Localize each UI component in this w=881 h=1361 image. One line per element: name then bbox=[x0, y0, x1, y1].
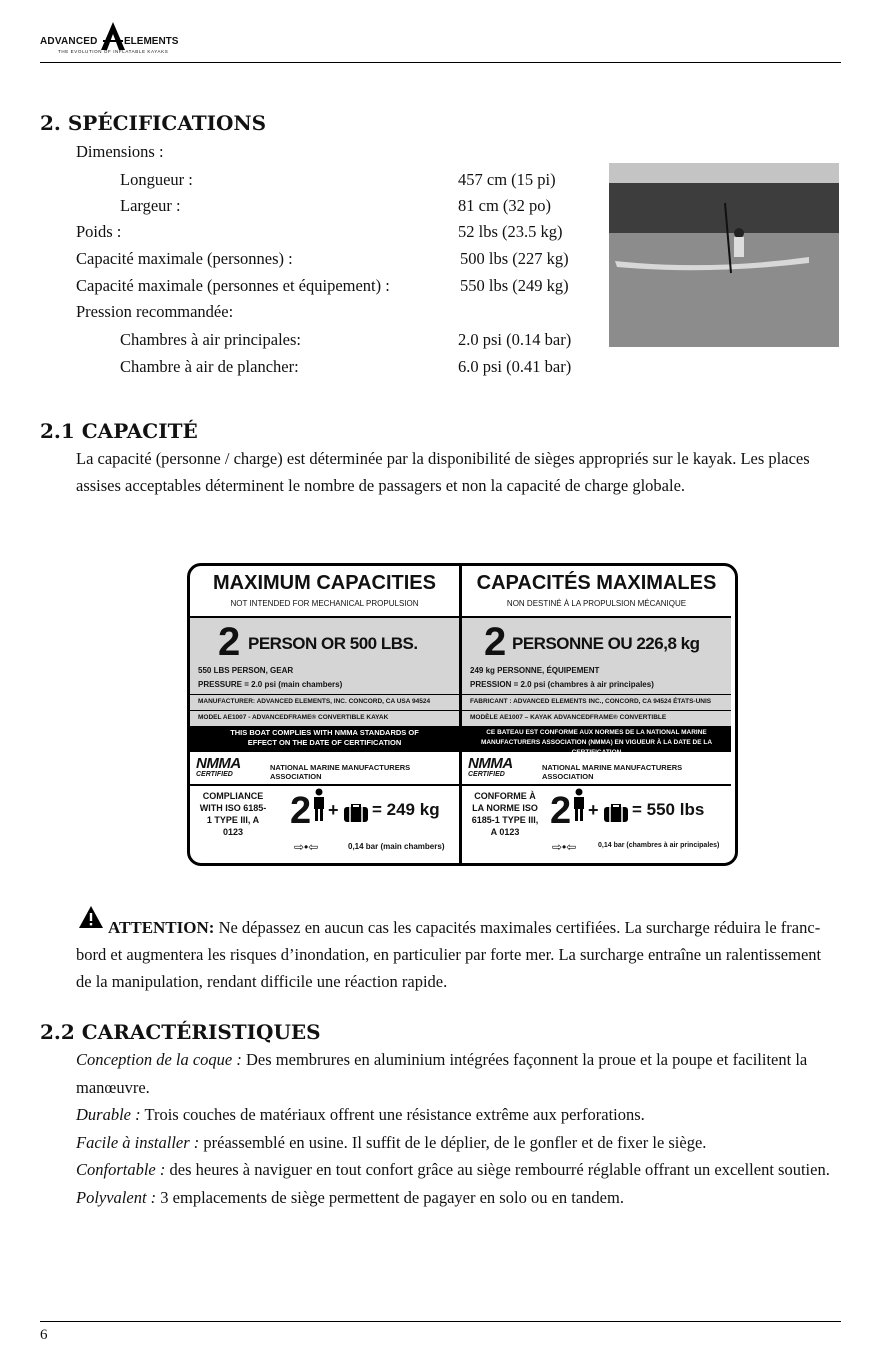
spec-dimensions-label: Dimensions : bbox=[76, 142, 164, 161]
feature-term: Polyvalent : bbox=[76, 1187, 157, 1207]
capacity-text: La capacité (personne / charge) est déterminée par la disponibilité de sièges appropriés sur le kayak. Les places assises acceptables déterminent le nombre de passagers et non la capacité de charge globale. bbox=[76, 449, 810, 495]
feature-text: 3 emplacements de siège permettent de pagayer en solo ou en tandem. bbox=[156, 1187, 624, 1207]
plate-flow: 0,14 bar (chambres à air principales) bbox=[598, 842, 720, 849]
kayak-photo bbox=[609, 163, 839, 347]
nmma-name: NATIONAL MARINE MANUFACTURERS ASSOCIATION bbox=[270, 763, 411, 781]
feature-text: Des membrures en aluminium intégrées façonnent la proue et la poupe et facilitent la manœuvre. bbox=[76, 1050, 808, 1097]
plus-icon: + bbox=[328, 800, 339, 820]
plate-equation-number: 2 bbox=[550, 790, 572, 832]
plate-big-number: 2 bbox=[484, 620, 507, 664]
plate-title: MAXIMUM CAPACITIES bbox=[213, 572, 436, 594]
plus-icon: + bbox=[588, 800, 599, 820]
spec-label: Poids : bbox=[76, 222, 122, 241]
plate-divider bbox=[462, 694, 731, 695]
feature-item bbox=[76, 1184, 836, 1212]
warning-paragraph bbox=[76, 914, 836, 995]
feature-text: des heures à naviguer en tout confort grâce au siège rembourré réglable offrant un excellent soutien. bbox=[165, 1160, 830, 1179]
plate-divider bbox=[190, 710, 459, 711]
plate-flow: 0,14 bar (main chambers) bbox=[348, 842, 445, 851]
plate-lower bbox=[462, 784, 731, 865]
page-number: 6 bbox=[40, 1327, 48, 1343]
spec-value: 2.0 psi (0.14 bar) bbox=[458, 330, 572, 349]
nmma-logo: NMMA bbox=[196, 755, 241, 772]
plate-equation-number: 2 bbox=[290, 790, 312, 832]
plate-compliance: CONFORME À LA NORME ISO 6185-1 TYPE III, A 0123 bbox=[471, 791, 539, 837]
plate-line2: PRESSION = 2.0 psi (chambres à air principales) bbox=[470, 680, 654, 689]
valve-flow-icon: ⇨•⇦ bbox=[552, 840, 577, 854]
plate-big-number: 2 bbox=[218, 620, 241, 664]
capacity-plate bbox=[187, 563, 738, 866]
plate-model: MODEL AE1007 - ADVANCEDFRAME® CONVERTIBLE KAYAK bbox=[198, 714, 389, 721]
spec-value: 550 lbs (249 kg) bbox=[460, 276, 569, 295]
feature-term: Durable : bbox=[76, 1105, 141, 1124]
spec-label: Capacité maximale (personnes) : bbox=[76, 249, 293, 268]
feature-item bbox=[76, 1101, 836, 1129]
person-icon bbox=[572, 788, 586, 827]
logo-text-left: ADVANCED bbox=[40, 36, 98, 47]
feature-item bbox=[76, 1046, 836, 1101]
person-icon bbox=[312, 788, 326, 827]
plate-line1: 249 kg PERSONNE, ÉQUIPEMENT bbox=[470, 666, 600, 675]
plate-subtitle: NOT INTENDED FOR MECHANICAL PROPULSION bbox=[230, 599, 419, 608]
plate-line2: PRESSURE = 2.0 psi (main chambers) bbox=[198, 680, 343, 689]
plate-lower bbox=[190, 784, 459, 865]
luggage-icon bbox=[604, 804, 628, 827]
feature-term: Conception de la coque : bbox=[76, 1050, 242, 1069]
spec-label: Largeur : bbox=[120, 196, 181, 215]
logo-text-right: ELEMENTS bbox=[124, 36, 179, 47]
valve-flow-icon: ⇨•⇦ bbox=[294, 840, 319, 854]
plate-manufacturer: FABRICANT : ADVANCED ELEMENTS INC., CONCORD, CA 94524 ÉTATS-UNIS bbox=[470, 698, 712, 705]
brand-logo bbox=[40, 20, 190, 60]
spec-value: 81 cm (32 po) bbox=[458, 196, 552, 215]
nmma-logo: NMMA bbox=[468, 755, 513, 772]
feature-term: Confortable : bbox=[76, 1160, 166, 1179]
spec-label: Longueur : bbox=[120, 170, 193, 189]
nmma-name: NATIONAL MARINE MANUFACTURERS ASSOCIATION bbox=[542, 763, 683, 781]
plate-compliance-banner: CE BATEAU EST CONFORME AUX NORMES DE LA NATIONAL MARINE MANUFACTURERS ASSOCIATION (NMMA) EN VIGUEUR À LA DATE DE LA CERTIFICATION bbox=[462, 726, 731, 752]
spec-value: 457 cm (15 pi) bbox=[458, 170, 556, 189]
nmma-certified: CERTIFIED bbox=[468, 771, 505, 778]
plate-subtitle: NON DESTINÉ À LA PROPULSION MÉCANIQUE bbox=[506, 599, 687, 608]
plate-compliance-banner: THIS BOAT COMPLIES WITH NMMA STANDARDS OF EFFECT ON THE DATE OF CERTIFICATION bbox=[190, 726, 459, 752]
logo-tagline: THE EVOLUTION OF INFLATABLE KAYAKS bbox=[58, 49, 169, 54]
nmma-certified: CERTIFIED bbox=[196, 771, 233, 778]
spec-label: Chambre à air de plancher: bbox=[120, 357, 299, 376]
plate-compliance: COMPLIANCE WITH ISO 6185-1 TYPE III, A 0123 bbox=[199, 791, 267, 837]
spec-heading: 2. SPÉCIFICATIONS bbox=[40, 111, 267, 135]
plate-equation: = 550 lbs bbox=[632, 800, 705, 819]
spec-label: Chambres à air principales: bbox=[120, 330, 301, 349]
feature-text: préassemblé en usine. Il suffit de le déplier, de le gonfler et de fixer le siège. bbox=[199, 1132, 707, 1152]
logo-a-icon bbox=[101, 22, 125, 50]
feature-term: Facile à installer : bbox=[76, 1132, 200, 1152]
plate-divider bbox=[462, 710, 731, 711]
header-rule bbox=[40, 62, 841, 63]
footer-rule bbox=[40, 1321, 841, 1322]
feature-item bbox=[76, 1156, 836, 1184]
plate-manufacturer: MANUFACTURER: ADVANCED ELEMENTS, INC. CONCORD, CA USA 94524 bbox=[198, 698, 431, 705]
plate-big-text: PERSON OR 500 LBS. bbox=[248, 634, 418, 653]
plate-equation: = 249 kg bbox=[372, 800, 440, 819]
features-heading: 2.2 CARACTÉRISTIQUES bbox=[40, 1020, 321, 1044]
kayak-photo-icon bbox=[609, 163, 839, 347]
plate-gray-panel bbox=[462, 616, 731, 730]
feature-text: Trois couches de matériaux offrent une résistance extrême aux perforations. bbox=[140, 1105, 645, 1124]
spec-value: 500 lbs (227 kg) bbox=[460, 249, 569, 268]
plate-title: CAPACITÉS MAXIMALES bbox=[476, 572, 717, 594]
spec-value: 52 lbs (23.5 kg) bbox=[458, 222, 563, 241]
warning-label: ATTENTION: bbox=[108, 918, 215, 937]
plate-gray-panel bbox=[190, 616, 459, 730]
feature-item bbox=[76, 1129, 836, 1157]
spec-label: Capacité maximale (personnes et équipement) : bbox=[76, 276, 390, 295]
capacity-heading: 2.1 CAPACITÉ bbox=[40, 419, 198, 443]
plate-french bbox=[462, 566, 731, 863]
plate-line1: 550 LBS PERSON, GEAR bbox=[198, 666, 294, 675]
plate-model: MODÈLE AE1007 – KAYAK ADVANCEDFRAME® CONVERTIBLE bbox=[470, 714, 667, 721]
luggage-icon bbox=[344, 804, 368, 827]
plate-big-text: PERSONNE OU 226,8 kg bbox=[512, 634, 700, 653]
spec-value: 6.0 psi (0.41 bar) bbox=[458, 357, 572, 376]
warning-text: Ne dépassez en aucun cas les capacités maximales certifiées. La surcharge réduira le franc-bord et augmentera les risques d’inondation, en particulier par forte mer. La surcharge entraîne un ralentissement de la manipulation, rendant difficile une réaction rapide. bbox=[76, 918, 822, 991]
plate-divider bbox=[190, 694, 459, 695]
plate-english bbox=[190, 566, 462, 863]
spec-label: Pression recommandée: bbox=[76, 302, 234, 321]
features-list bbox=[76, 1046, 836, 1211]
